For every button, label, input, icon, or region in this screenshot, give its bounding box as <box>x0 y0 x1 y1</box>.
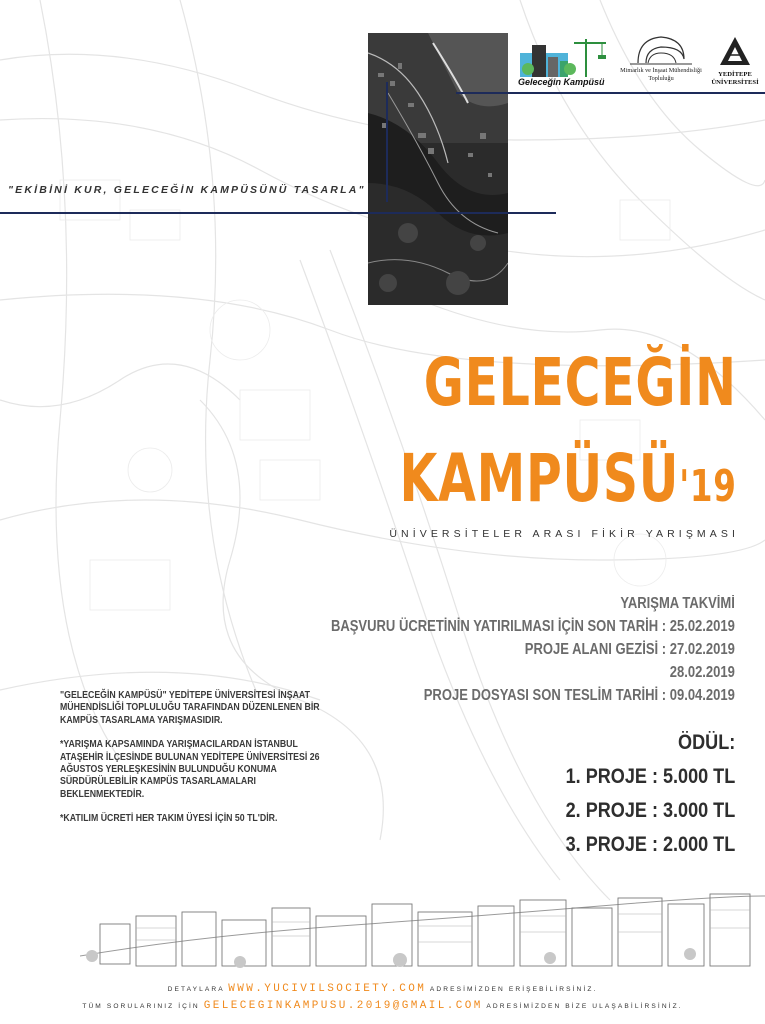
award-item: 2. PROJE : 3.000 TL <box>565 799 735 822</box>
info-paragraph: "GELECEĞİN KAMPÜSÜ" YEDİTEPE ÜNİVERSİTESİ İNŞAAT MÜHENDİSLİĞİ TOPLULUĞU TARAFINDAN DÜZENLENEN BİR KAMPÜS TASARLAMA YARIŞMASIDIR. <box>60 690 320 726</box>
aerial-photo <box>368 33 508 305</box>
footer-line-2 <box>0 1000 765 1012</box>
logo-bar <box>510 33 765 95</box>
schedule-heading: YARIŞMA TAKVİMİ <box>620 595 735 612</box>
divider-line-vertical <box>386 82 388 202</box>
yeditepe-university-text <box>706 71 764 87</box>
title-year: '19 <box>679 461 737 512</box>
info-paragraph: *YARIŞMA KAPSAMINDA YARIŞMACILARDAN İSTANBUL ATAŞEHİR İLÇESİNDE BULUNAN YEDİTEPE ÜNİVERSİTESİ 26 AĞUSTOS YERLEŞKESİNİN BULUNDUĞU KONUMA SÜRDÜRÜLEBİLİR KAMPÜS TASARLAMALARI BEKLENMEKTEDİR. <box>60 739 320 800</box>
footer1-suffix: ADRESİMİZDEN ERİŞEBİLİRSİNİZ. <box>429 986 598 993</box>
footer1-prefix: DETAYLARA <box>167 986 225 993</box>
award-item: 3. PROJE : 2.000 TL <box>565 833 735 856</box>
competition-info <box>60 690 335 838</box>
yeditepe-line1: YEDİTEPE <box>718 71 752 78</box>
footer-line-1 <box>0 983 765 995</box>
title-line1: GELECEĞİN <box>424 344 737 421</box>
yeditepe-university-logo <box>706 33 764 95</box>
awards <box>565 726 735 862</box>
award-item: 1. PROJE : 5.000 TL <box>565 765 735 788</box>
gelecegin-kampusu-logo <box>512 35 610 91</box>
footer2-prefix: TÜM SORULARINIZ İÇİN <box>82 1003 200 1010</box>
divider-line-slogan <box>0 212 556 214</box>
schedule-item: BAŞVURU ÜCRETİNİN YATIRILMASI İÇİN SON TARİH : 25.02.2019 <box>331 618 735 635</box>
mimarlik-topluluk-text: Mimarlık ve İnşaat Mühendisliği Topluluğu <box>620 67 702 82</box>
competition-schedule <box>331 592 735 707</box>
website-link[interactable]: WWW.YUCIVILSOCIETY.COM <box>228 983 427 995</box>
awards-heading: ÖDÜL: <box>677 731 735 754</box>
schedule-item: PROJE ALANI GEZİSİ : 27.02.2019 <box>524 641 735 658</box>
campus-skyline-sketch <box>80 886 765 976</box>
gelecegin-kampusu-logo-text: Geleceğin Kampüsü <box>518 77 605 87</box>
yeditepe-line2: ÜNİVERSİTESİ <box>711 79 759 86</box>
schedule-item: PROJE DOSYASI SON TESLİM TARİHİ : 09.04.2019 <box>423 687 735 704</box>
slogan: "EKİBİNİ KUR, GELECEĞİN KAMPÜSÜNÜ TASARLA" <box>8 184 366 196</box>
triangle-logo-icon <box>706 33 764 69</box>
title-line2 <box>400 440 737 526</box>
main-title <box>400 344 737 526</box>
spiral-shell-icon <box>618 33 704 67</box>
title-line2-text: KAMPÜSÜ <box>399 440 680 517</box>
email-link[interactable]: GELECEGINKAMPUSU.2019@GMAIL.COM <box>203 1000 483 1012</box>
subtitle: ÜNİVERSİTELER ARASI FİKİR YARIŞMASI <box>389 528 739 540</box>
footer2-suffix: ADRESİMİZDEN BİZE ULAŞABİLİRSİNİZ. <box>486 1003 683 1010</box>
mimarlik-topluluk-logo <box>618 33 704 95</box>
info-paragraph: *KATILIM ÜCRETİ HER TAKIM ÜYESİ İÇİN 50 TL'DİR. <box>60 813 278 825</box>
schedule-item: 28.02.2019 <box>669 664 735 681</box>
